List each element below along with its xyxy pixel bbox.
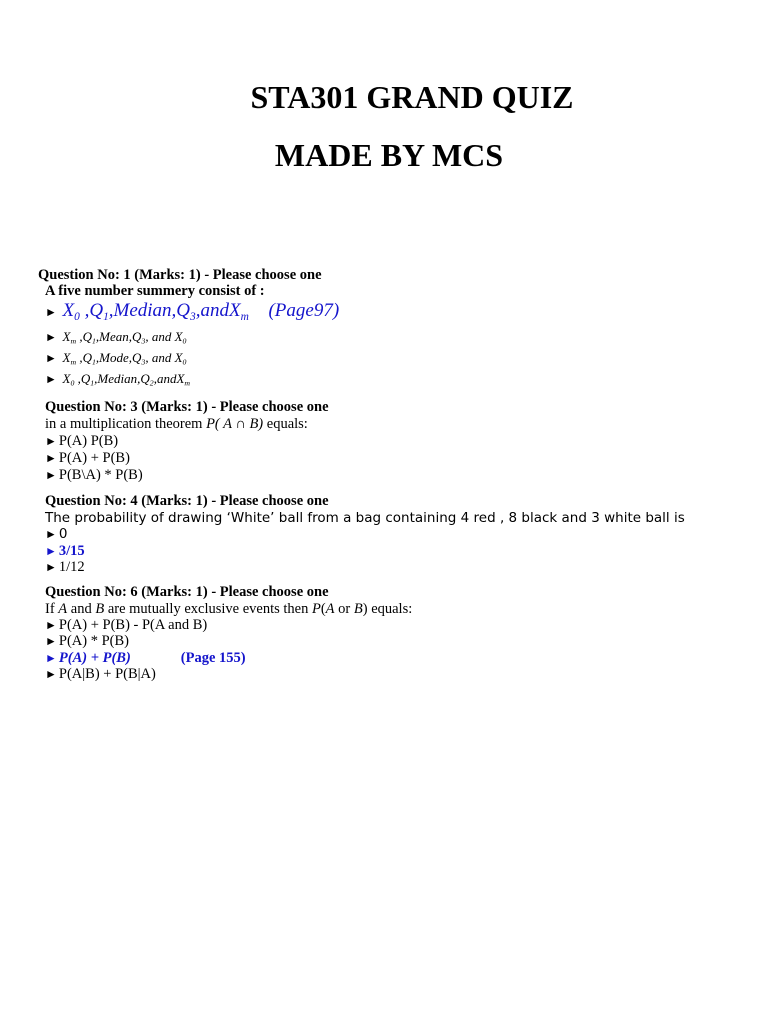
- question-3-option-3[interactable]: ► P(B\A) * P(B): [45, 467, 143, 483]
- quiz-title: STA301 GRAND QUIZ: [250, 79, 574, 115]
- arrow-icon: ►: [45, 560, 57, 574]
- arrow-icon: ►: [45, 651, 57, 665]
- question-3-header: Question No: 3 (Marks: 1) - Please choose one: [45, 399, 329, 415]
- arrow-icon: ►: [45, 434, 57, 448]
- quiz-subtitle: MADE BY MCS: [274, 137, 504, 173]
- question-6-header: Question No: 6 (Marks: 1) - Please choose one: [45, 584, 329, 600]
- option-math: $X_0$ $,Q_1,Median,Q_2,andX_m$: [62, 371, 191, 388]
- question-6-option-4[interactable]: ► P(A|B) + P(B|A): [45, 666, 156, 682]
- question-4-option-1[interactable]: ► 0: [45, 526, 68, 542]
- option-math: $X_m$ $,Q_1,Mean,Q_3$, and $X_0$: [62, 329, 187, 346]
- arrow-icon: ►: [45, 634, 57, 648]
- arrow-icon: ►: [45, 305, 57, 319]
- question-6-option-1[interactable]: ► P(A) + P(B) - P(A and B): [45, 617, 208, 633]
- question-4-option-2[interactable]: ► 3/15: [45, 543, 85, 559]
- question-4-stem: The probability of drawing ‘White’ ball from a bag containing 4 red , 8 black and 3 white ball is: [45, 510, 685, 526]
- question-1-option-3[interactable]: [45, 349, 186, 371]
- question-6-stem: If A and B are mutually exclusive events then P(A or B) equals:: [45, 601, 413, 617]
- arrow-icon: ►: [45, 468, 57, 482]
- arrow-icon: ►: [45, 544, 57, 558]
- arrow-icon: ►: [45, 330, 57, 344]
- question-1-option-2[interactable]: [45, 328, 186, 350]
- arrow-icon: ►: [45, 451, 57, 465]
- question-6-option-3[interactable]: ► P(A) + P(B) (Page 155): [45, 650, 246, 666]
- question-3-option-1[interactable]: ► P(A) P(B): [45, 433, 119, 449]
- option-math: $X_m$ $,Q_1,Mode,Q_3$, and $X_0$: [62, 350, 187, 367]
- question-1-option-4[interactable]: [45, 370, 190, 392]
- question-6-option-2[interactable]: ► P(A) * P(B): [45, 633, 129, 649]
- question-3-option-2[interactable]: ► P(A) + P(B): [45, 450, 130, 466]
- arrow-icon: ►: [45, 372, 57, 386]
- question-3-stem: in a multiplication theorem P( A ∩ B) equals:: [45, 416, 308, 432]
- question-1-stem: A five number summery consist of :: [45, 283, 265, 299]
- arrow-icon: ►: [45, 351, 57, 365]
- arrow-icon: ►: [45, 527, 57, 541]
- page-reference: (Page97): [268, 300, 340, 321]
- question-4-header: Question No: 4 (Marks: 1) - Please choose one: [45, 493, 329, 509]
- question-4-option-3[interactable]: ► 1/12: [45, 559, 85, 575]
- question-1-header: Question No: 1 (Marks: 1) - Please choose one: [38, 267, 322, 283]
- option-math: $X_0$ $,Q_1,Median,Q_3,andX_m$: [62, 300, 249, 323]
- page-reference: (Page 155): [180, 650, 246, 666]
- arrow-icon: ►: [45, 667, 57, 681]
- arrow-icon: ►: [45, 618, 57, 632]
- question-1-option-1[interactable]: [45, 300, 339, 328]
